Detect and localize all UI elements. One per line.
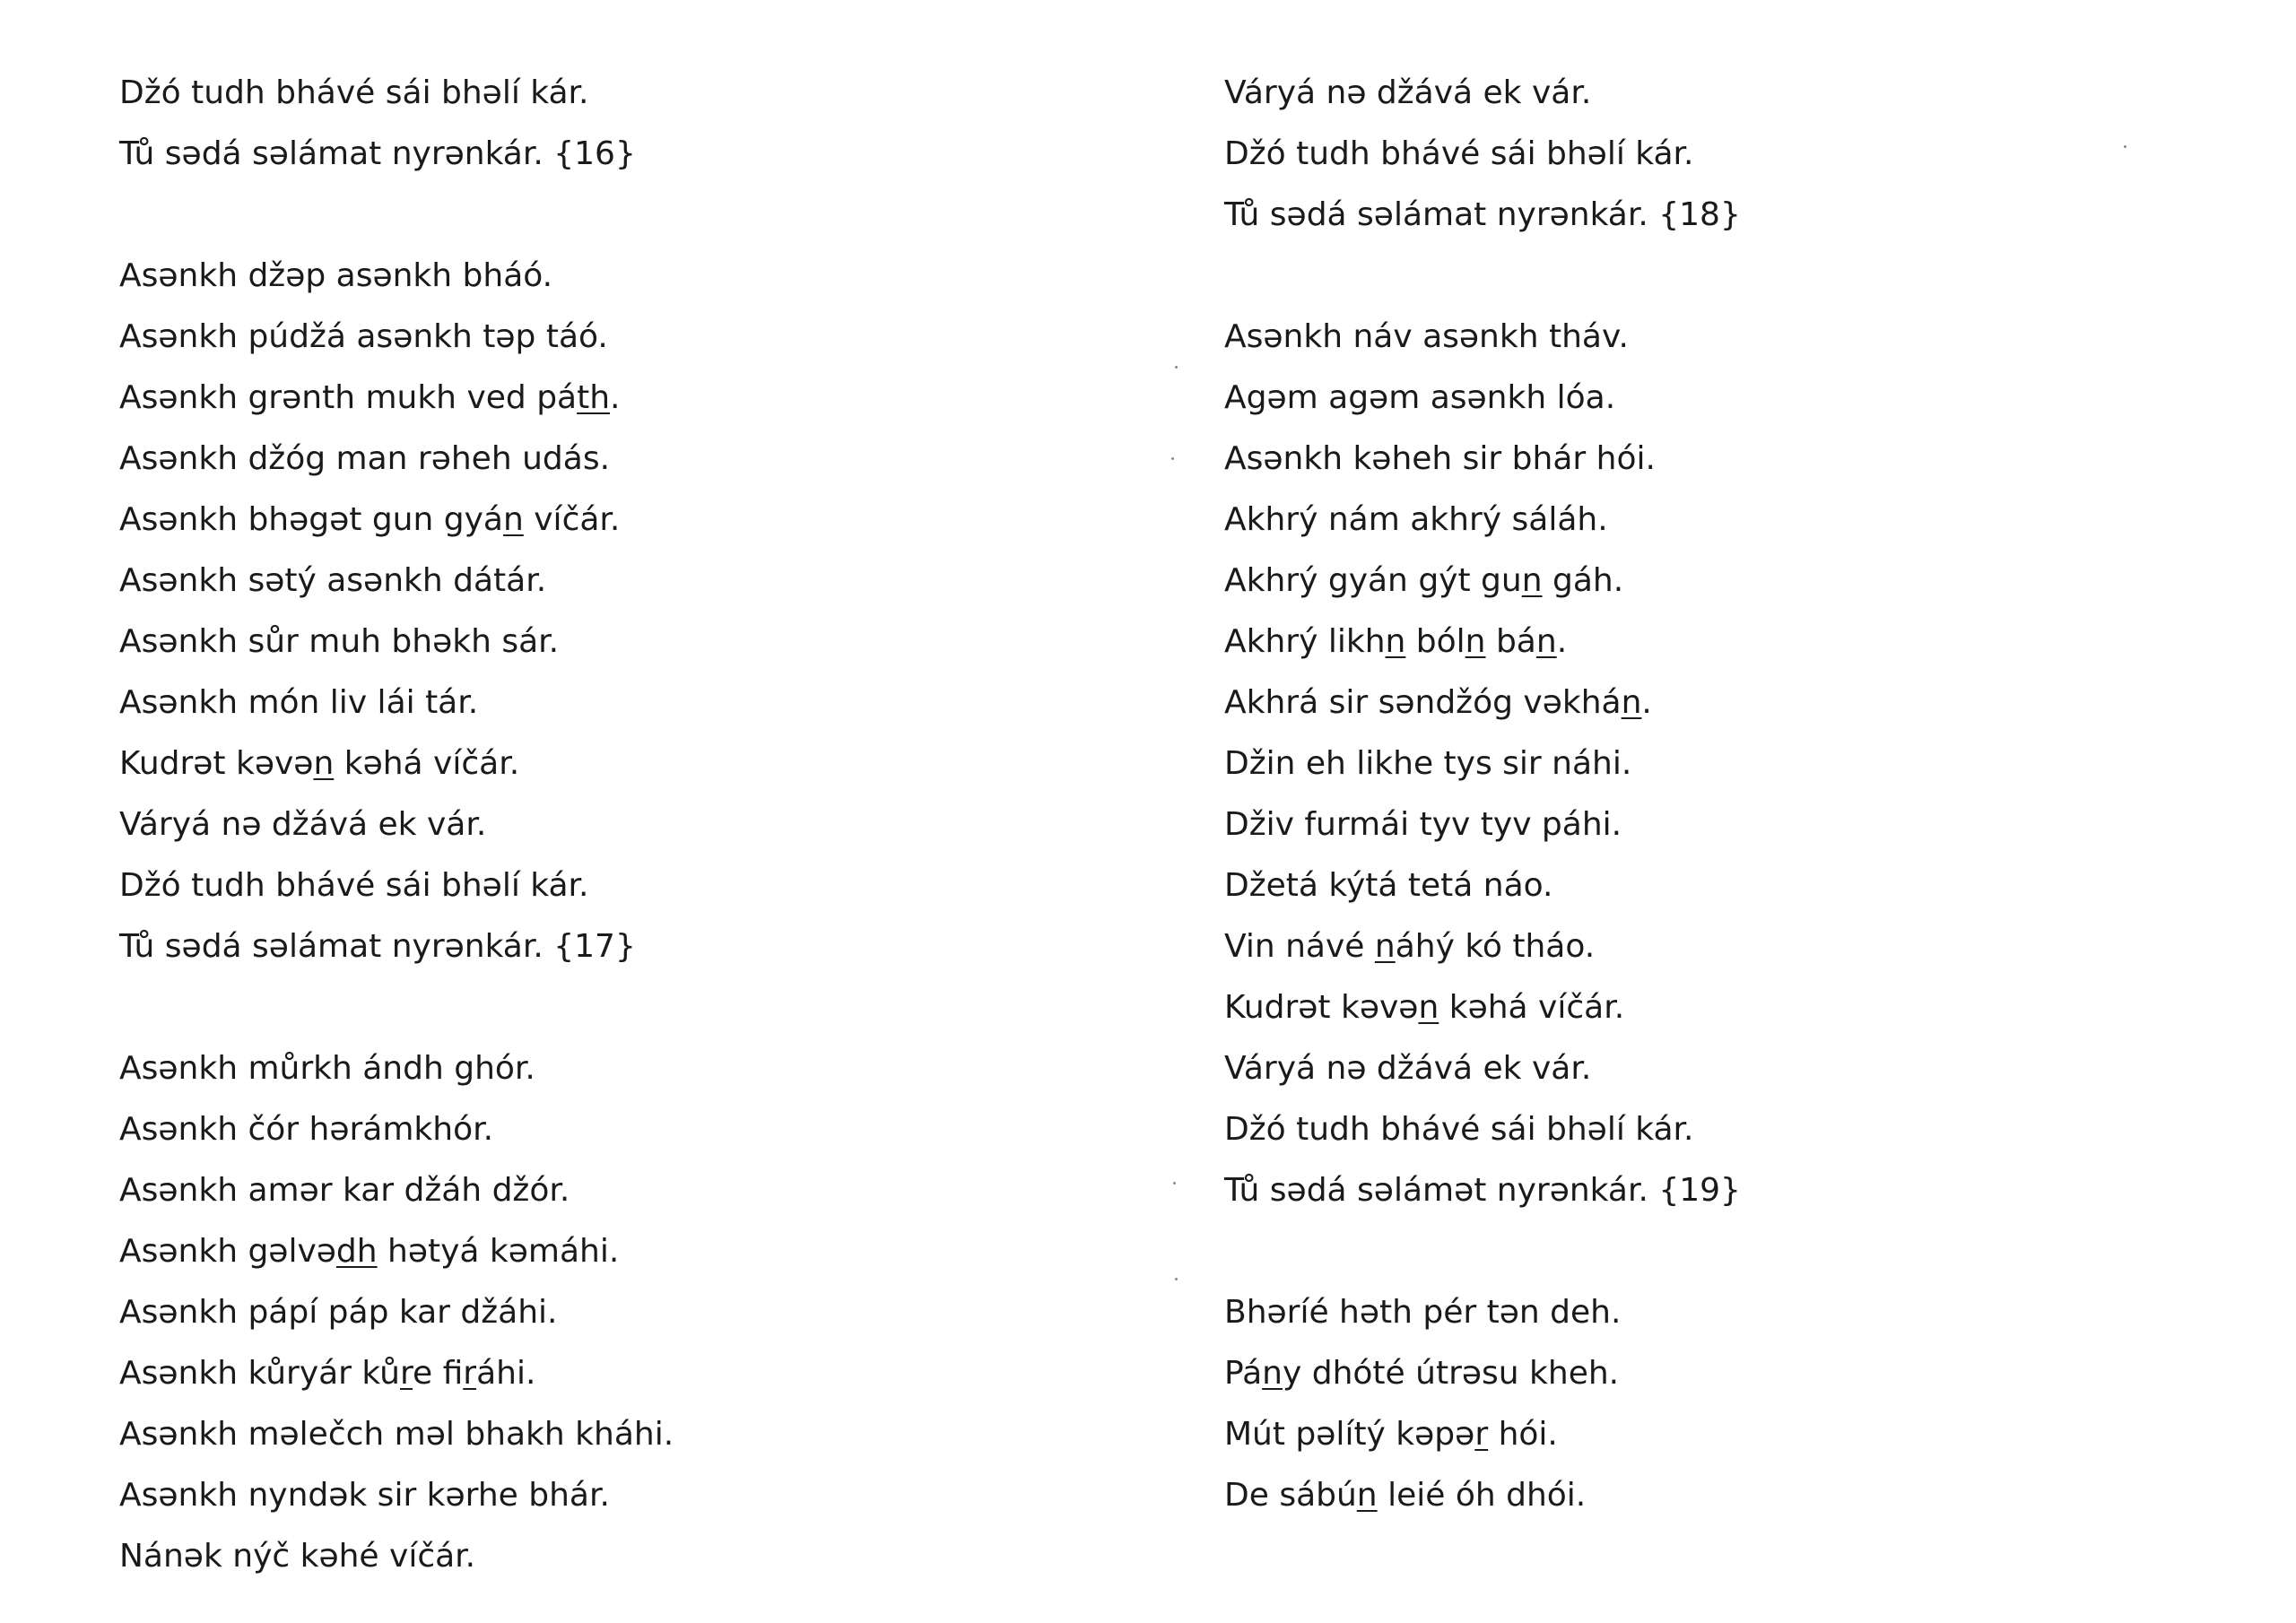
verse-line: Džin eh likhe tys sir náhi.: [1224, 745, 1632, 782]
verse-line: Asənkh můrkh ándh ghór.: [119, 1050, 535, 1087]
verse-line: Asənkh pápí páp kar džáhi.: [119, 1294, 558, 1331]
verse-line: Váryá nə džává ek vár.: [119, 806, 487, 843]
stanza-gap: [119, 185, 1151, 246]
verse-line: Kudrət kəvən kəhá víčár.: [1224, 989, 1625, 1026]
verse-line: Nánək nýč kəhé víčár.: [119, 1538, 476, 1575]
scan-speck: [1171, 457, 1174, 460]
verse-line: Akhrý nám akhrý sáláh.: [1224, 501, 1608, 538]
verse-line: Tů sədá səlámat nyrənkár. {17}: [119, 928, 636, 965]
verse-line: Asənkh sətý asənkh dátár.: [119, 562, 547, 599]
verse-line: Džó tudh bhávé sái bhəlí kár.: [1224, 135, 1694, 172]
verse-line: Asənkh púdžá asənkh təp táó.: [119, 318, 608, 355]
verse-line: Asənkh məlečch məl bhakh kháhi.: [119, 1416, 674, 1453]
verse-line: Asənkh nyndək sir kərhe bhár.: [119, 1477, 610, 1514]
verse-line: Asənkh bhəgət gun gyán víčár.: [119, 501, 621, 538]
verse-line: Asənkh amər kar džáh džór.: [119, 1172, 570, 1209]
stanza-gap: [1224, 246, 2256, 307]
verse-line: Džó tudh bhávé sái bhəlí kár.: [119, 867, 589, 904]
right-column: [1224, 63, 2256, 1526]
verse-line: Akhrý gyán gýt gun gáh.: [1224, 562, 1624, 599]
verse-line: Asənkh čór hərámkhór.: [119, 1111, 494, 1148]
left-column: [119, 63, 1151, 1587]
verse-line: Tů sədá səlámət nyrənkár. {19}: [1224, 1172, 1741, 1209]
verse-line: Asənkh gəlvədh hətyá kəmáhi.: [119, 1233, 620, 1270]
verse-line: Agəm agəm asənkh lóa.: [1224, 379, 1616, 416]
verse-line: Bhəríé həth pér tən deh.: [1224, 1294, 1622, 1331]
verse-line: Dživ furmái tyv tyv páhi.: [1224, 806, 1622, 843]
verse-line: De sábún leié óh dhói.: [1224, 1477, 1587, 1514]
verse-line: Asənkh kůryár kůre firáhi.: [119, 1355, 536, 1392]
stanza-gap: [1224, 1221, 2256, 1282]
scan-speck: [1173, 1182, 1176, 1185]
verse-line: Akhrý likhn bóln bán.: [1224, 623, 1568, 660]
scan-speck: [1175, 366, 1178, 369]
verse-line: Asənkh grənth mukh ved páth.: [119, 379, 621, 416]
verse-line: Asənkh džóg man rəheh udás.: [119, 440, 611, 477]
verse-line: Kudrət kəvən kəhá víčár.: [119, 745, 520, 782]
verse-line: Váryá nə džává ek vár.: [1224, 74, 1592, 111]
verse-line: Džó tudh bhávé sái bhəlí kár.: [119, 74, 589, 111]
verse-line: Váryá nə džává ek vár.: [1224, 1050, 1592, 1087]
verse-line: Tů sədá səlámat nyrənkár. {16}: [119, 135, 636, 172]
verse-line: Tů sədá səlámat nyrənkár. {18}: [1224, 196, 1741, 233]
verse-line: Vin návé náhý kó tháo.: [1224, 928, 1596, 965]
scan-speck: [2124, 145, 2126, 148]
verse-line: Džó tudh bhávé sái bhəlí kár.: [1224, 1111, 1694, 1148]
stanza-gap: [119, 977, 1151, 1038]
verse-line: Pány dhóté útrəsu kheh.: [1224, 1355, 1620, 1392]
verse-line: Asənkh món liv lái tár.: [119, 684, 479, 721]
verse-line: Asənkh kəheh sir bhár hói.: [1224, 440, 1656, 477]
verse-line: Asənkh sůr muh bhəkh sár.: [119, 623, 560, 660]
verse-line: Asənkh náv asənkh tháv.: [1224, 318, 1629, 355]
scan-speck: [1175, 1278, 1178, 1280]
verse-line: Mút pəlítý kəpər hói.: [1224, 1416, 1558, 1453]
verse-line: Akhrá sir səndžóg vəkhán.: [1224, 684, 1652, 721]
verse-line: Džetá kýtá tetá náo.: [1224, 867, 1553, 904]
verse-line: Asənkh džəp asənkh bháó.: [119, 257, 553, 294]
